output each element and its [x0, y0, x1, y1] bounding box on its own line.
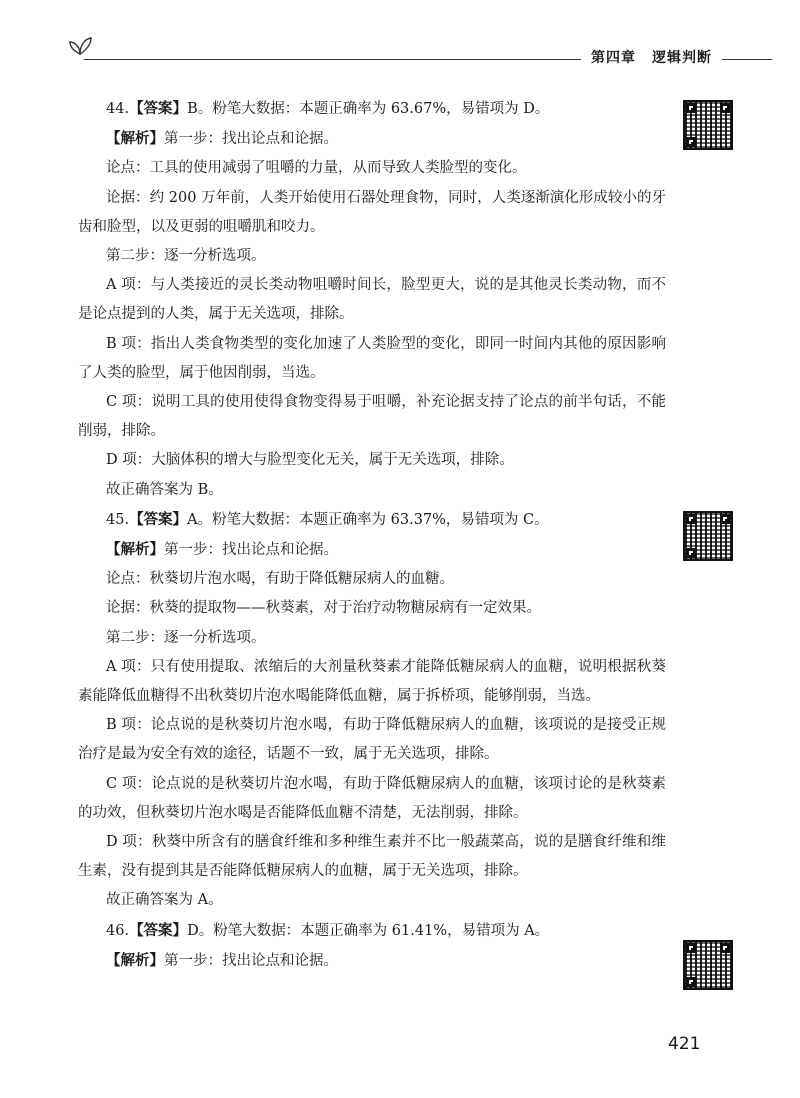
paragraph: D 项：大脑体积的增大与脸型变化无关，属于无关选项，排除。 — [106, 452, 514, 469]
paragraph: A 项：与人类接近的灵长类动物咀嚼时间长，脸型更大，说的是其他灵长类动物，而不是论点提到的人类，属于无关选项，排除。 — [78, 277, 666, 323]
answer-line — [78, 505, 666, 535]
question-number: 45. — [106, 511, 130, 528]
answer-tag: 【答案】 — [129, 510, 188, 528]
paragraph: 第二步：逐一分析选项。 — [106, 629, 266, 646]
paragraph: 论据：约 200 万年前，人类开始使用石器处理食物，同时，人类逐渐演化形成较小的牙齿和脸型，以及更弱的咀嚼肌和咬力。 — [78, 189, 666, 235]
paragraph: B 项：论点说的是秋葵切片泡水喝，有助于降低糖尿病人的血糖，该项说的是接受正规治疗是最为安全有效的途径，话题不一致，属于无关选项，排除。 — [78, 717, 666, 763]
analysis-line — [78, 124, 666, 154]
answer-tag: 【答案】 — [129, 921, 188, 939]
qr-code-icon[interactable] — [683, 940, 733, 990]
question-number: 44. — [106, 101, 130, 117]
paragraph: 论点：秋葵切片泡水喝，有助于降低糖尿病人的血糖。 — [106, 571, 454, 588]
qr-code-icon[interactable] — [683, 100, 733, 150]
analysis-text: 第一步：找出论点和论据。 — [164, 542, 338, 559]
page-number: 421 — [668, 1034, 701, 1054]
paragraph: B 项：指出人类食物类型的变化加速了人类脸型的变化，即同一时间内其他的原因影响了人类的脸型，属于他因削弱，当选。 — [78, 335, 666, 381]
paragraph: C 项：论点说的是秋葵切片泡水喝，有助于降低糖尿病人的血糖，该项讨论的是秋葵素的功效，但秋葵切片泡水喝是否能降低血糖不清楚，无法削弱，排除。 — [78, 775, 666, 821]
answer-text: B。粉笔大数据：本题正确率为 63.67%，易错项为 D。 — [187, 101, 550, 117]
section-label: 逻辑判断 — [652, 50, 712, 66]
page-header — [62, 34, 772, 74]
qr-code-icon[interactable] — [683, 511, 733, 561]
paragraph: C 项：说明工具的使用使得食物变得易于咀嚼，补充论据支持了论点的前半句话，不能削弱，排除。 — [78, 394, 666, 440]
answer-tag: 【答案】 — [129, 100, 188, 117]
analysis-line — [78, 535, 666, 565]
analysis-text: 第一步：找出论点和论据。 — [164, 131, 338, 148]
answer-line — [78, 916, 666, 946]
question-number: 46. — [106, 922, 130, 939]
analysis-tag: 【解析】 — [106, 951, 164, 969]
analysis-tag: 【解析】 — [106, 130, 164, 148]
leaf-icon — [68, 34, 94, 56]
analysis-tag: 【解析】 — [106, 541, 164, 559]
answer-line — [78, 94, 666, 124]
answer-text: A。粉笔大数据：本题正确率为 63.37%，易错项为 C。 — [187, 511, 549, 528]
answer-text: D。粉笔大数据：本题正确率为 61.41%，易错项为 A。 — [187, 922, 550, 939]
paragraph: 第二步：逐一分析选项。 — [106, 248, 266, 265]
paragraph: 论据：秋葵的提取物——秋葵素，对于治疗动物糖尿病有一定效果。 — [106, 600, 541, 617]
chapter-label: 第四章 — [591, 50, 636, 66]
paragraph: 论点：工具的使用减弱了咀嚼的力量，从而导致人类脸型的变化。 — [106, 160, 527, 177]
paragraph: 故正确答案为 A。 — [106, 892, 223, 909]
analysis-line — [78, 946, 666, 976]
paragraph: D 项：秋葵中所含有的膳食纤维和多种维生素并不比一般蔬菜高，说的是膳食纤维和维生素，没有提到其是否能降低糖尿病人的血糖，属于无关选项，排除。 — [78, 834, 666, 880]
solution-text — [78, 94, 666, 976]
paragraph: A 项：只有使用提取、浓缩后的大剂量秋葵素才能降低糖尿病人的血糖，说明根据秋葵素能降低血糖得不出秋葵切片泡水喝能降低血糖，属于拆桥项，能够削弱，当选。 — [78, 658, 666, 705]
paragraph: 故正确答案为 B。 — [106, 481, 223, 498]
analysis-text: 第一步：找出论点和论据。 — [164, 952, 338, 969]
running-head — [581, 47, 722, 67]
